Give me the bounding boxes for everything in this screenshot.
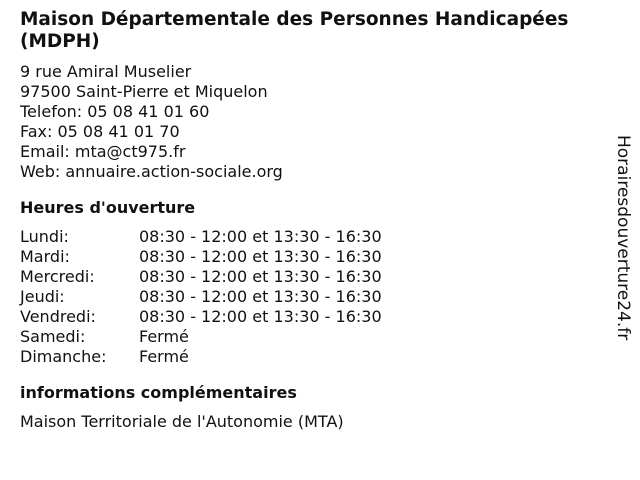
hours-row-thursday <box>20 287 610 307</box>
additional-info-title: informations complémentaires <box>20 383 297 402</box>
hours-value: 08:30 - 12:00 et 13:30 - 16:30 <box>139 247 382 266</box>
hours-row-sunday <box>20 347 610 367</box>
page-title: Maison Départementale des Personnes Handicapées (MDPH) <box>20 9 569 52</box>
hours-value: 08:30 - 12:00 et 13:30 - 16:30 <box>139 287 382 306</box>
day-label: Mardi: <box>20 247 70 266</box>
hours-value: 08:30 - 12:00 et 13:30 - 16:30 <box>139 227 382 246</box>
website-address: Web: annuaire.action-sociale.org <box>20 162 283 181</box>
email-address: Email: mta@ct975.fr <box>20 142 186 161</box>
phone-number: Telefon: 05 08 41 01 60 <box>20 102 210 121</box>
hours-value: Fermé <box>139 327 189 346</box>
day-label: Dimanche: <box>20 347 107 366</box>
day-label: Jeudi: <box>20 287 65 306</box>
hours-value: Fermé <box>139 347 189 366</box>
hours-row-tuesday <box>20 247 610 267</box>
address-block <box>20 62 610 182</box>
hours-value: 08:30 - 12:00 et 13:30 - 16:30 <box>139 267 382 286</box>
hours-row-monday <box>20 227 610 247</box>
day-label: Vendredi: <box>20 307 96 326</box>
hours-row-friday <box>20 307 610 327</box>
street-address: 9 rue Amiral Muselier <box>20 62 192 81</box>
hours-row-saturday <box>20 327 610 347</box>
hours-value: 08:30 - 12:00 et 13:30 - 16:30 <box>139 307 382 326</box>
additional-info-text: Maison Territoriale de l'Autonomie (MTA) <box>20 412 344 431</box>
opening-hours-table <box>20 227 610 367</box>
site-watermark: Horairesdouverture24.fr <box>613 135 633 341</box>
day-label: Samedi: <box>20 327 86 346</box>
fax-number: Fax: 05 08 41 01 70 <box>20 122 180 141</box>
opening-hours-title: Heures d'ouverture <box>20 198 196 217</box>
city-address: 97500 Saint-Pierre et Miquelon <box>20 82 268 101</box>
hours-row-wednesday <box>20 267 610 287</box>
day-label: Mercredi: <box>20 267 95 286</box>
business-card <box>20 9 610 432</box>
day-label: Lundi: <box>20 227 69 246</box>
